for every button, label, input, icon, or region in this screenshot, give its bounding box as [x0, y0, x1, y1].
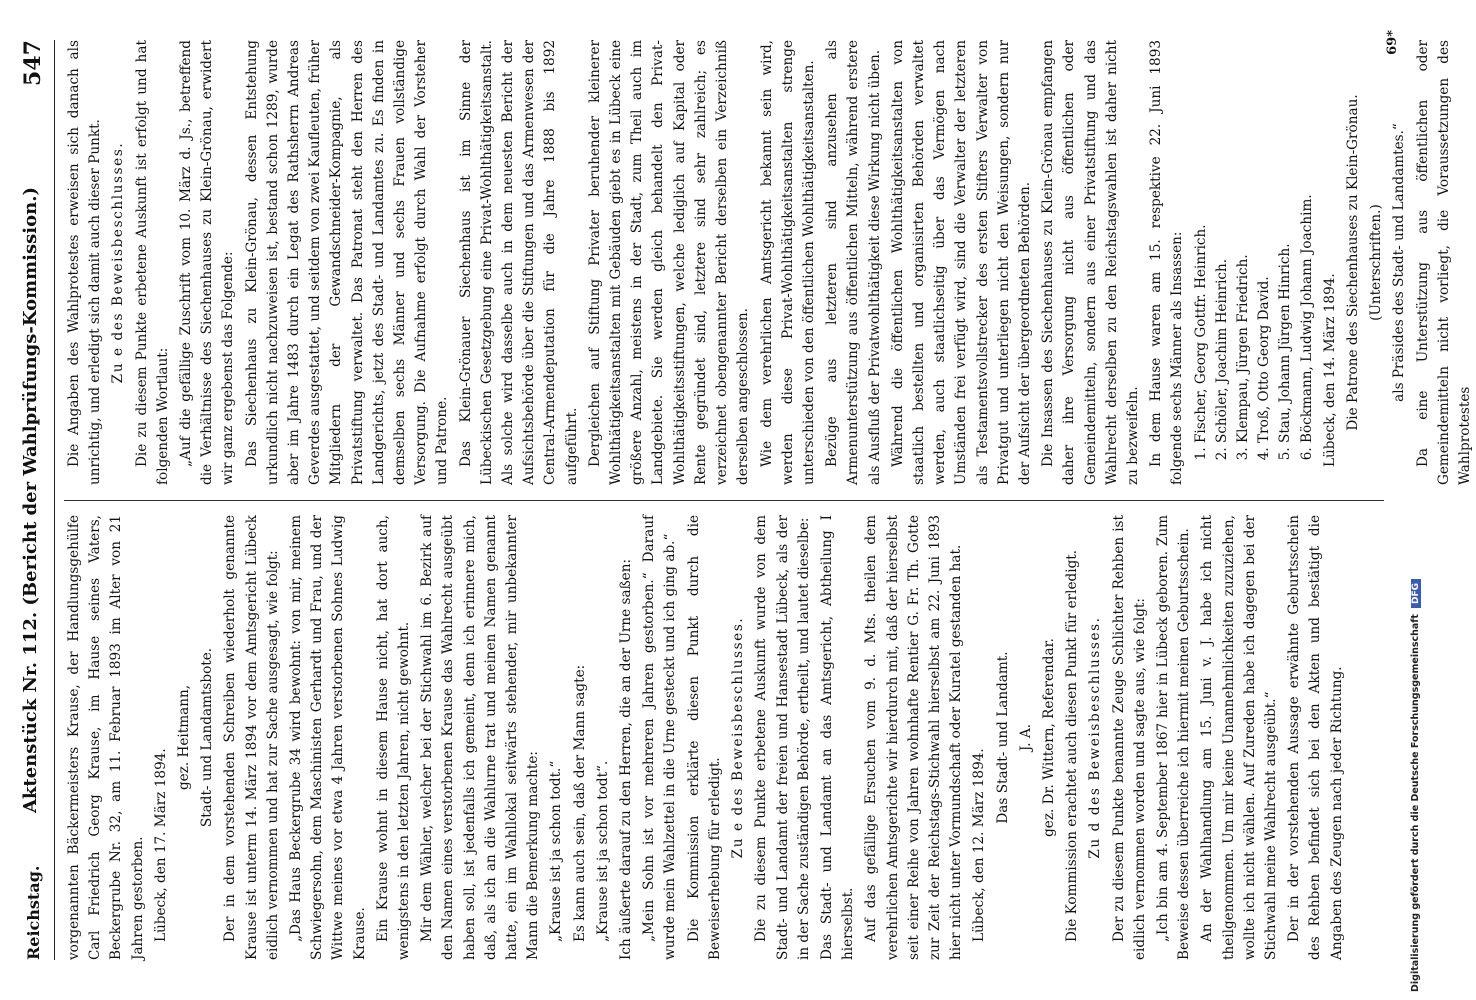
paragraph: als Präsides des Stadt- und Landamtes.“ — [1391, 123, 1408, 402]
paragraph: Es kann auch sein, daß der Mann sagte: — [571, 664, 588, 942]
left-column — [64, 515, 1384, 960]
paragraph: (Unterschriften.) — [1368, 204, 1385, 321]
section-heading: Zu e des Beweisbeschlusses. — [110, 141, 127, 384]
paragraph: Die Insassen des Siechenhauses zu Klein-Grönau empfangen daher ihre Versorgung nicht aus öffentlichen oder Gemeindemitteln, sondern aus einer Privatstiftung und das Wahlrecht derselben zu den Reichstagswahlen ist daher nicht zu bezweifeln. — [1040, 40, 1141, 485]
paragraph: „Mein Sohn ist vor mehreren Jahren gestorben.“ Darauf wurde mein Wahlzettel in die Urne gesteckt und ich ging ab.“ — [641, 515, 679, 960]
paragraph: gez. Dr. Wittern, Referendar. — [1040, 638, 1057, 837]
paragraph: Während die öffentlichen Wohlthätigkeitsanstalten von staatlich bestellten und organisirten Behörden verwaltet werden, auch staatlichseitig über das Vermögen nach Umständen frei verfügt wird, sind die Verwalter der letzteren als Testamentsvollstrecker des ersten Stifters Verwalter von Privatgut und unterliegen nicht den Weisungen, sondern nur der Aufsicht der übergeordneten Behörden. — [889, 40, 1033, 485]
paragraph: Die Angaben des Wahlprotestes erweisen sich danach als unrichtig, und erledigt sich damit auch dieser Punkt. — [66, 40, 104, 485]
paragraph: In dem Hause waren am 15. respektive 22. Juni 1893 folgende sechs Männer als Insassen: — [1148, 40, 1186, 485]
paragraph: Die zu diesem Punkte erbetene Auskunft ist erfolgt und hat folgenden Wortlaut: — [133, 40, 171, 485]
section-heading: Zu d des Beweisbeschlusses. — [1087, 616, 1104, 859]
paragraph: Lübeck, den 14. März 1894. — [1321, 273, 1338, 467]
paragraph: „Ich bin am 4. September 1867 hier in Lübeck geboren. Zum Beweise dessen überreiche ich hiermit meinen Geburtsschein. — [1154, 515, 1193, 960]
paragraph: Dergleichen auf Stiftung Privater beruhender kleinerer Wohlthätigkeitsanstalten mit Gebäuden giebt es in Lübeck eine größere Anzahl, meistens in der Stadt, zum Theil auch im Landgebiete. Sie werden gleich behandelt den Privat-Wohlthätigkeitsstiftungen, welche lediglich auf Kapital oder Rente gegründet sind, letztere sind sehr zahlreich; es verzeichnet obengenannter Bericht derselben ein Verzeichniß derselben angeschlossen. — [586, 40, 752, 485]
name-list-item: 6. Böckmann, Ludwig Johann Joachim. — [1297, 40, 1318, 443]
paragraph: Der zu diesem Punkte benannte Zeuge Schlichter Rehben ist eidlich vernommen worden und sagte aus, wie folgt: — [1110, 515, 1148, 960]
name-list-item: 1. Fischer, Georg Gottfr. Heinrich. — [1191, 40, 1212, 443]
paragraph: Das Klein-Grönauer Siechenhaus ist im Sinne der Lübeckischen Gesetzgebung eine Privat-Wohlthätigkeitsanstalt. Als solche wird dasselbe auch in dem neuesten Bericht der Aufsichtsbehörde über die Stiftungen und das Armenwesen der Central-Armendeputation für die Jahre 1888 bis 1892 aufgeführt. — [457, 40, 580, 485]
paragraph: Wie dem verehrlichen Amtsgericht bekannt sein wird, werden diese Privat-Wohlthätigkeitsanstalten strenge unterschieden von den öffentlichen Wohlthätigkeitsanstalten. — [758, 40, 817, 485]
paragraph: An der Wahlhandlung am 15. Juni v. J. habe ich nicht theilgenommen. Um mir keine Unannehmlichkeiten zuzuziehen, wollte ich nicht wählen. Auf Zureden habe ich dagegen bei der Stichwahl meine Wahlrecht ausgeübt.“ — [1199, 515, 1279, 960]
signature-mark: 69* — [1385, 30, 1400, 55]
paragraph: Mir dem Wähler, welcher bei der Stichwahl im 6. Bezirk auf den Namen eines verstorbenen Krause das Wahlrecht ausgeübt haben soll, ist jedenfalls ich gemeint, denn ich erinnere mich, daß, als ich an die Wahlurne trat und meinen Namen genannt hatte, ein im Wahllokal seitwärts stehender, mir unbekannter Mann die Bemerkung machte: — [419, 515, 542, 960]
header-reichstag: Reichstag. — [24, 865, 43, 960]
name-list-item: 3. Klempau, Jürgen Friedrich. — [1233, 40, 1254, 443]
paragraph: J. A. — [1017, 723, 1034, 752]
column-divider — [64, 500, 1384, 501]
paragraph: Der in dem vorstehenden Schreiben wiederholt genannte Krause ist unterm 14. März 1894 vor dem Amtsgericht Lübeck eidlich vernommen und hat zur Sache ausgesagt, wie folgt: — [222, 515, 281, 960]
digitization-credit — [1410, 579, 1421, 992]
paragraph: „Krause ist ja schon todt.“ — [548, 760, 565, 942]
paragraph: Die Kommission erklärte diesen Punkt durch die Beweiserhebung für erledigt. — [685, 515, 723, 960]
paragraph: Lübeck, den 12. März 1894. — [971, 748, 988, 942]
name-list-item: 4. Troß, Otto Georg David. — [1254, 40, 1275, 443]
paragraph: „Auf die gefällige Zuschrift vom 10. März d. Js., betreffend die Verhältnisse des Siechenhauses zu Klein-Grönau, erwidert wir ganz ergebenst das Folgende: — [178, 40, 237, 485]
name-list — [1191, 40, 1318, 485]
section-heading: Zu e des Beweisbeschlusses. — [730, 616, 747, 859]
paragraph: „Krause ist ja schon todt“. — [594, 760, 611, 942]
paragraph: Ich äußerte darauf zu den Herren, die an der Urne saßen: — [618, 558, 635, 960]
paragraph: Das Siechenhaus zu Klein-Grönau, dessen Entstehung urkundlich nicht nachzuweisen ist, bestand schon 1289, wurde aber im Jahre 1483 durch ein Legat des Rathsherrn Andreas Geverdes ausgestattet, und seitdem von zwei Kaufleuten, früher Mitgliedern der Gewandschneider-Kompagnie, als Privatstiftung verwaltet. Das Patronat steht den Herren des Landgerichts, jetzt des Stadt- und Landamtes zu. Es finden in demselben sechs Männer und sechs Frauen vollständige Versorgung. Die Aufnahme erfolgt durch Wahl der Vorsteher und Patrone. — [243, 40, 451, 485]
paragraph: Lübeck, den 17. März 1894. — [152, 748, 169, 942]
paragraph: Die zu diesem Punkte erbetene Auskunft wurde von dem Stadt- und Landamt der freien und Hansestadt Lübeck, als der in der Sache zuständigen Behörde, ertheilt, und lautet dieselbe: — [753, 515, 812, 960]
header-rule — [54, 40, 55, 960]
paragraph: Das Stadt- und Landamt. — [994, 651, 1011, 824]
paragraph: Da eine Unterstützung aus öffentlichen oder Gemeindemitteln nicht vorliegt, die Voraussetzungen des Wahlprotestes — [1414, 40, 1473, 485]
paragraph: gez. Heitmann, — [176, 684, 193, 791]
paragraph: Das Stadt- und Landamt an das Amtsgericht, Abtheilung I hierselbst. — [818, 515, 857, 960]
paragraph: Bezüge aus letzteren sind anzusehen als Armenunterstützung aus öffentlichen Mitteln, während erstere als Ausfluß der Privatwohlthätigkeit diese Wirkung nicht üben. — [824, 40, 883, 485]
name-list-item: 5. Stau, Johann Jürgen Hinrich. — [1275, 40, 1296, 443]
paragraph: vorgenannten Bäckermeisters Krause, der Handlungsgehülfe Carl Friedrich Georg Krause, im Hause seines Vaters, Beckergrube Nr. 32, am 11. Februar 1893 im Alter von 21 Jahren gestorben. — [66, 515, 146, 960]
page-number: 547 — [20, 40, 46, 86]
header-title: Aktenstück Nr. 112. (Bericht der Wahlprüfungs-Kommission.) — [20, 186, 41, 814]
page-header — [16, 40, 52, 960]
dfg-logo: DFG — [1411, 579, 1421, 608]
paragraph: Stadt- und Landamtsbote. — [199, 647, 216, 828]
paragraph: Ein Krause wohnt in diesem Hause nicht, hat dort auch, wenigstens in den letzten Jahren, nicht gewohnt. — [374, 515, 413, 960]
paragraph: Die Kommission erachtet auch diesen Punkt für erledigt. — [1064, 549, 1081, 942]
paragraph: „Das Haus Beckergrube 34 wird bewohnt: von mir, meinem Schwiegersohn, dem Maschinisten Gerhardt und Frau, und der Wittwe meines vor etwa 4 Jahren verstorbenen Sohnes Ludwig Krause. — [288, 515, 368, 960]
paragraph: Die Patrone des Siechenhauses zu Klein-Grönau. — [1344, 94, 1361, 431]
paragraph: Auf das gefällige Ersuchen vom 9. d. Mts. theilen dem verehrlichen Amtsgerichte wir hierdurch mit, daß der hierselbst seit einer Reihe von Jahren wohnhafte Rentier G. Fr. Th. Gotte zur Zeit der Reichstags-Stichwahl hierselbst am 22. Juni 1893 hier nicht unter Vormundschaft oder Kuratel gestanden hat. — [863, 514, 965, 960]
credit-text: Digitalisierung gefördert durch die Deutsche Forschungsgemeinschaft — [1410, 614, 1421, 992]
name-list-item: 2. Schöler, Joachim Heinrich. — [1212, 40, 1233, 443]
paragraph: Der in der vorstehenden Aussage erwähnte Geburtsschein des Rehben befindet sich bei den Akten und bestätigt die Angaben des Zeugen nach jeder Richtung. — [1286, 515, 1345, 960]
